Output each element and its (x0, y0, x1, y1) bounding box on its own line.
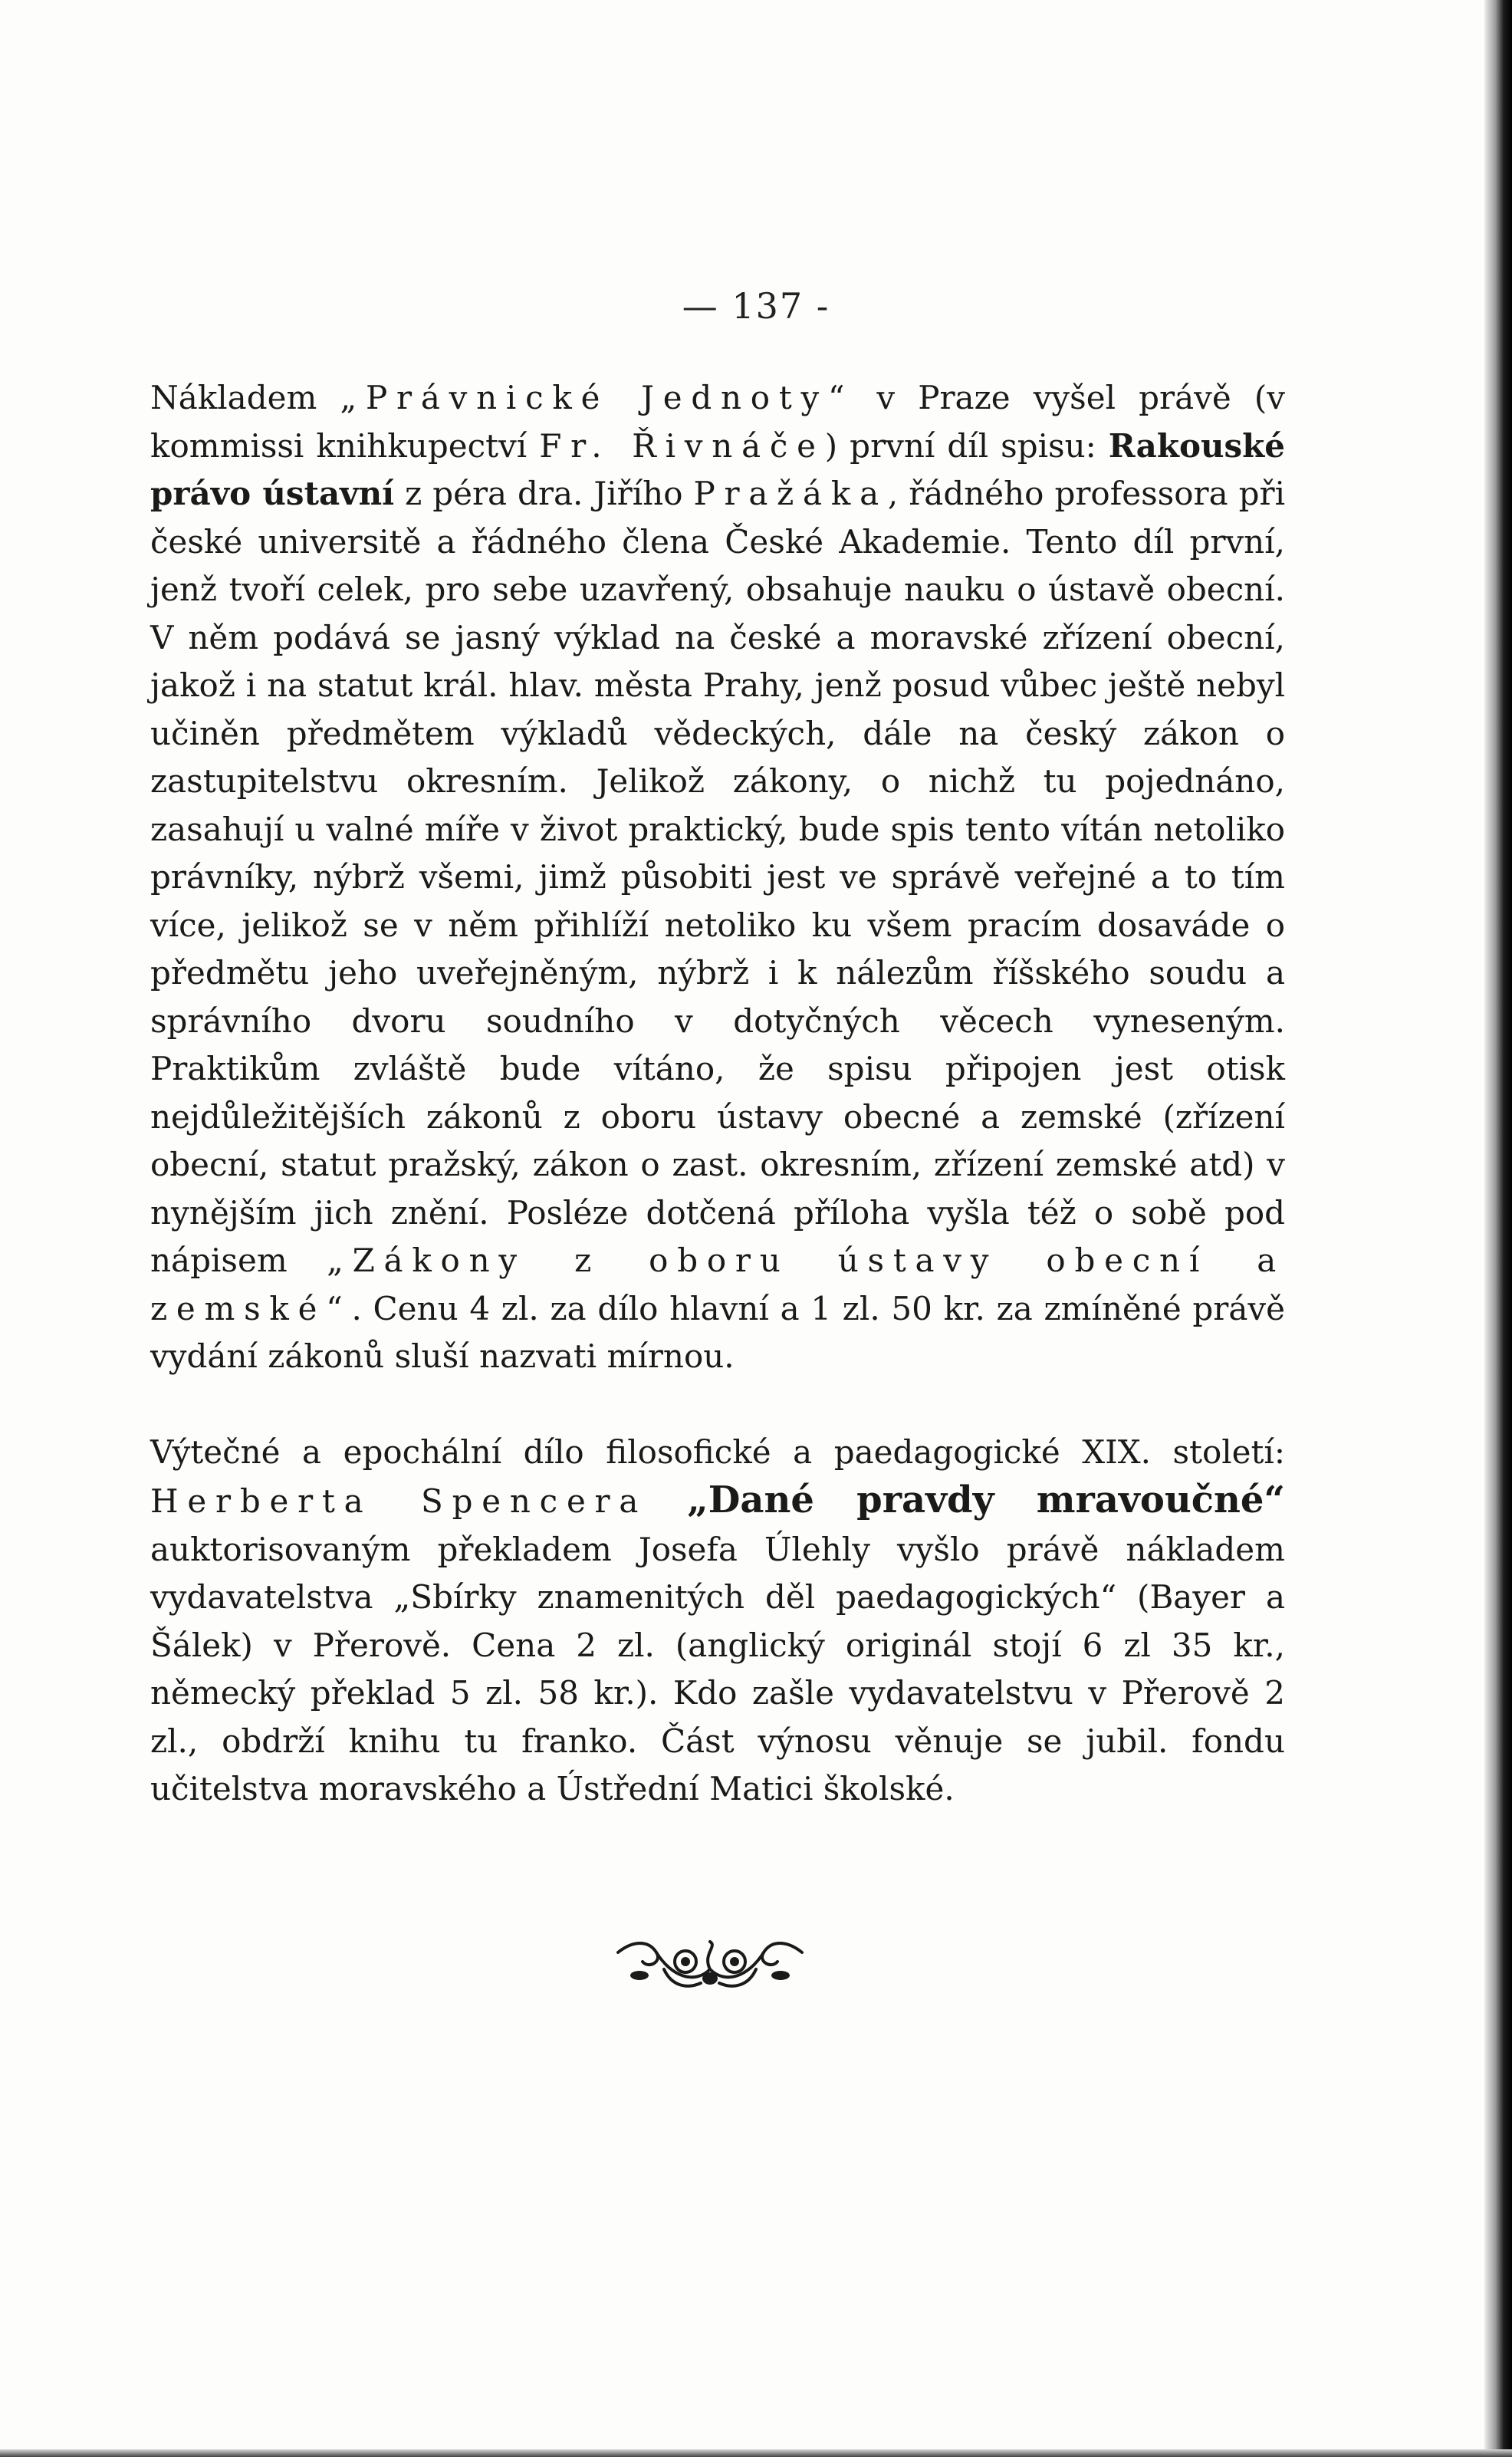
publisher-name: „Právnické Jednoty“ (340, 379, 854, 416)
author-name: Pražáka (693, 475, 888, 512)
page-bottom-edge (0, 2449, 1512, 2457)
page-text (150, 374, 1285, 1814)
text-span: z péra dra. Jiřího (394, 475, 694, 512)
page-edge-shadow (1484, 0, 1512, 2457)
text-span: ) první díl spisu: (824, 426, 1109, 465)
book-title: Rakouské právo ústavní (150, 426, 1285, 512)
text-span: v Praze vyšel právě (v kommissi knihkupectví (150, 379, 1285, 465)
paragraph-spencer-announcement (150, 1429, 1285, 1814)
text-span: Nákladem (150, 379, 340, 416)
text-span: . Cenu 4 zl. za dílo hlavní a 1 zl. 50 kr. za zmíněné právě vydání zákonů sluší nazvati mírnou. (150, 1289, 1285, 1375)
text-span: auktorisovaným překladem Josefa Úlehly vyšlo právě nákladem vydavatelstva „Sbírky znamenitých děl paedagogických“ (Bayer a Šálek) v Přerově. Cena 2 zl. (anglický originál stojí 6 zl 35 kr., německý překlad 5 zl. 58 kr.). Kdo zašle vydavatelstvu v Přerově 2 zl., obdrží knihu tu franko. Část výnosu věnuje se jubil. fondu učitelstva moravského a Ústřední Matici školské. (150, 1530, 1285, 1807)
paragraph-prazak-announcement (150, 374, 1285, 1381)
bookseller-name: Fr. Řivnáče (539, 426, 825, 465)
floral-ornament-icon (610, 1939, 810, 1992)
page-number: — 137 - (682, 285, 830, 327)
text-span (647, 1482, 687, 1520)
text-span: , řádného professora při české universitě a řádného člena České Akademie. Tento díl první, jenž tvoří celek, pro sebe uzavřený, obsahuje nauku o ústavě obecní. V něm podává se jasný výklad na české a moravské zřízení obecní, jakož i na statut král. hlav. města Prahy, jenž posud vůbec ještě nebyl učiněn předmětem výkladů vědeckých, dále na český zákon o zastupitelstvu okresním. Jelikož zákony, o nichž tu pojednáno, zasahují u valné míře v život praktický, bude spis tento vítán netoliko právníky, nýbrž všemi, jimž působiti jest ve správě veřejné a to tím více, jelikož se v něm přihlíží netoliko ku všem pracím dosavádе o předmětu jeho uveřejněným, nýbrž i k nálezům říšského soudu a správního dvoru soudního v dotyčných věcech vyneseným. Praktikům zvláště bude vítáno, že spisu připojen jest otisk nejdůležitějších zákonů z oboru ústavy obecné a zemské (zřízení obecní, statut pražský, zákon o zast. okresním, zřízení zemské atd) v nynějším jich znění. Posléze dotčená příloha vyšla též o sobě pod nápisem (150, 475, 1285, 1279)
text-span: Výtečné a epochální dílo filosofické a paedagogické XIX. století: (150, 1432, 1285, 1471)
author-name: Herberta Spencera (150, 1482, 648, 1520)
book-title: „Dané pravdy mravoučné“ (687, 1478, 1286, 1521)
appendix-title: „Zákony z oboru ústavy obecní a zemské“ (150, 1242, 1285, 1327)
